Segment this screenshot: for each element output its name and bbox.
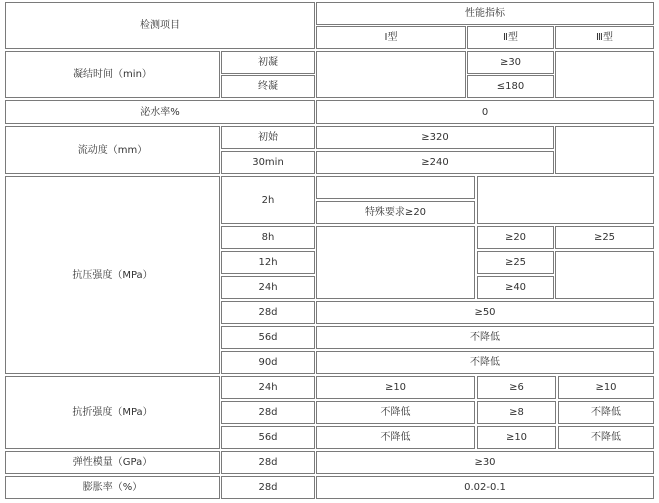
compressive-age-56d: 56d [221, 326, 315, 349]
compressive-8h-type2: ≥20 [477, 226, 554, 249]
elastic-label: 弹性模量（GPa） [5, 451, 220, 474]
header-type3: Ⅲ型 [555, 26, 654, 49]
setting-time-type3 [555, 51, 654, 98]
setting-time-type1 [316, 51, 466, 98]
elastic-value: ≥30 [316, 451, 654, 474]
compressive-age-90d: 90d [221, 351, 315, 374]
setting-time-label: 凝结时间（min） [5, 51, 220, 98]
setting-time-initial: 初凝 [221, 51, 315, 74]
setting-time-final: 终凝 [221, 75, 315, 98]
flexural-age-28d: 28d [221, 401, 315, 424]
flexural-56d-type1: 不降低 [316, 426, 475, 449]
flexural-age-56d: 56d [221, 426, 315, 449]
compressive-age-28d: 28d [221, 301, 315, 324]
compressive-2h-blank [316, 176, 475, 199]
flexural-56d-type2: ≥10 [477, 426, 556, 449]
fluidity-type3 [555, 126, 654, 174]
expansion-value: 0.02-0.1 [316, 476, 654, 499]
compressive-90d-value: 不降低 [316, 351, 654, 374]
compressive-type3-blank [555, 251, 654, 299]
bleeding-label: 泌水率% [5, 100, 315, 124]
compressive-age-12h: 12h [221, 251, 315, 274]
flexural-24h-type2: ≥6 [477, 376, 556, 399]
flexural-24h-type3: ≥10 [558, 376, 654, 399]
compressive-28d-value: ≥50 [316, 301, 654, 324]
compressive-age-24h: 24h [221, 276, 315, 299]
compressive-age-8h: 8h [221, 226, 315, 249]
compressive-2h-special: 特殊要求≥20 [316, 201, 475, 224]
header-performance: 性能指标 [316, 2, 654, 25]
header-type2: Ⅱ型 [467, 26, 554, 49]
compressive-8h-type3: ≥25 [555, 226, 654, 249]
compressive-label: 抗压强度（MPa） [5, 176, 220, 374]
setting-time-type2-final: ≤180 [467, 75, 554, 98]
setting-time-type2-initial: ≥30 [467, 51, 554, 74]
fluidity-initial-value: ≥320 [316, 126, 554, 149]
fluidity-30min: 30min [221, 151, 315, 174]
flexural-28d-type2: ≥8 [477, 401, 556, 424]
elastic-age: 28d [221, 451, 315, 474]
flexural-age-24h: 24h [221, 376, 315, 399]
fluidity-30min-value: ≥240 [316, 151, 554, 174]
compressive-type1-blank [316, 226, 475, 299]
compressive-56d-value: 不降低 [316, 326, 654, 349]
fluidity-initial: 初始 [221, 126, 315, 149]
flexural-28d-type3: 不降低 [558, 401, 654, 424]
header-item: 检测项目 [5, 2, 315, 49]
bleeding-value: 0 [316, 100, 654, 124]
compressive-age-2h: 2h [221, 176, 315, 224]
expansion-label: 膨胀率（%） [5, 476, 220, 499]
header-type1: Ⅰ型 [316, 26, 466, 49]
flexural-56d-type3: 不降低 [558, 426, 654, 449]
compressive-12h-type2: ≥25 [477, 251, 554, 274]
compressive-2h-type23 [477, 176, 654, 224]
expansion-age: 28d [221, 476, 315, 499]
flexural-label: 抗折强度（MPa） [5, 376, 220, 449]
compressive-24h-type2: ≥40 [477, 276, 554, 299]
fluidity-label: 流动度（mm） [5, 126, 220, 174]
flexural-28d-type1: 不降低 [316, 401, 475, 424]
flexural-24h-type1: ≥10 [316, 376, 475, 399]
